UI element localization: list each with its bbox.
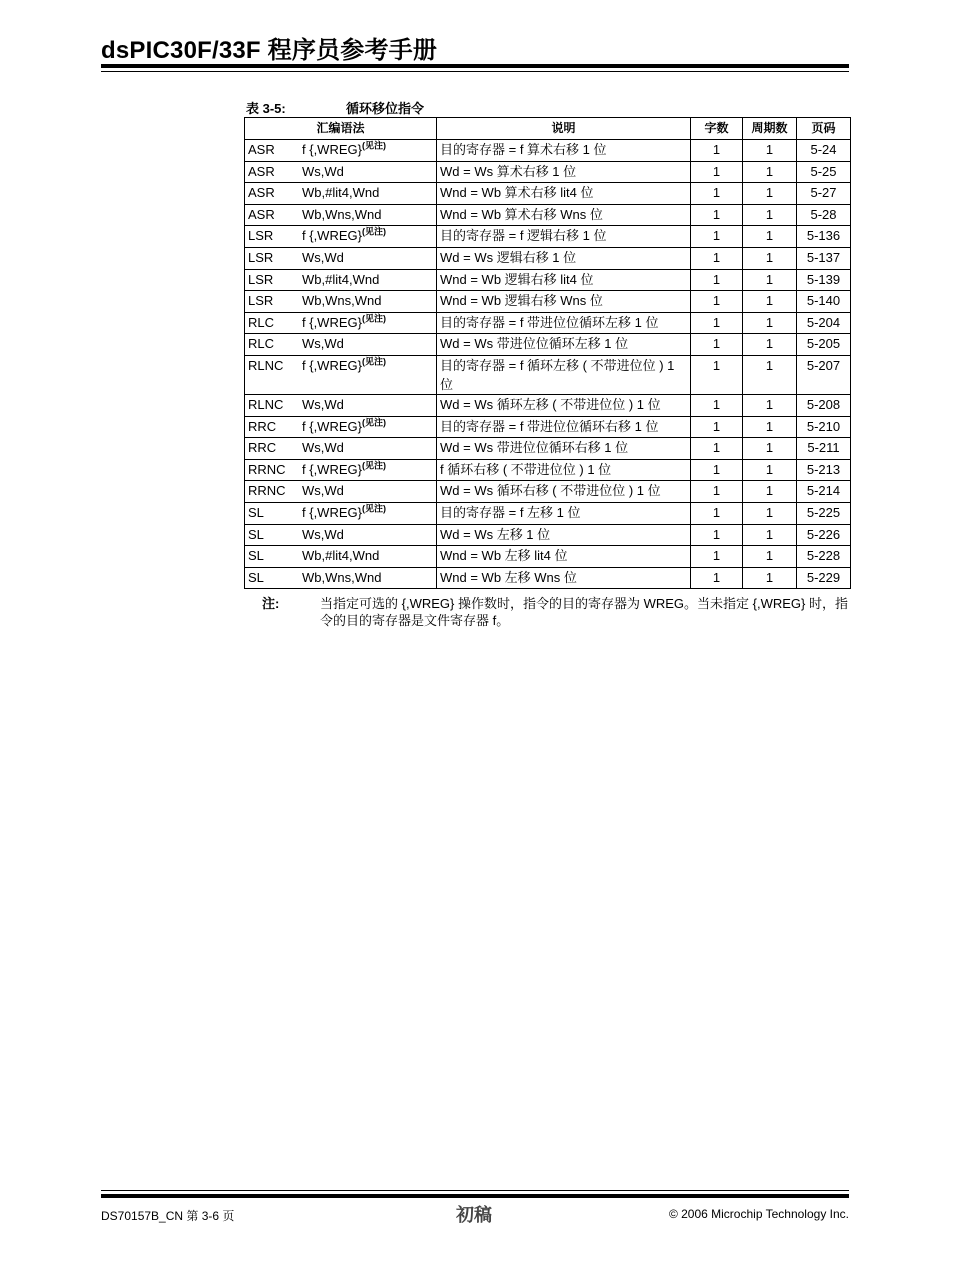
cell-page: 5-205: [797, 334, 851, 356]
operands: f {,WREG}: [302, 461, 362, 477]
operands: Wb,Wns,Wnd: [302, 293, 382, 309]
mnemonic: RRNC: [248, 483, 286, 499]
cell-syntax: [245, 524, 437, 546]
cell-description: Wd = Ws 逻辑右移 1 位: [437, 247, 691, 269]
table-row: [245, 334, 851, 356]
cell-words: 1: [691, 524, 743, 546]
cell-cycles: 1: [743, 355, 797, 394]
table-row: [245, 546, 851, 568]
table-body: [245, 140, 851, 589]
cell-page: 5-214: [797, 481, 851, 503]
mnemonic: RRC: [248, 418, 277, 434]
cell-description: Wd = Ws 循环右移 ( 不带进位位 ) 1 位: [437, 481, 691, 503]
table-number: 表 3-5:: [246, 101, 286, 116]
operands: f {,WREG}: [302, 314, 362, 330]
cell-description: Wnd = Wb 左移 lit4 位: [437, 546, 691, 568]
cell-syntax: [245, 459, 437, 481]
cell-words: 1: [691, 247, 743, 269]
note-label: 注:: [262, 596, 280, 611]
cell-page: 5-211: [797, 438, 851, 460]
table-row: [245, 291, 851, 313]
cell-page: 5-229: [797, 567, 851, 589]
cell-cycles: 1: [743, 502, 797, 524]
cell-cycles: 1: [743, 416, 797, 438]
cell-description: 目的寄存器 = f 带进位位循环左移 1 位: [437, 312, 691, 334]
table-row: [245, 416, 851, 438]
footer-copyright: © 2006 Microchip Technology Inc.: [668, 1207, 849, 1221]
cell-description: f 循环右移 ( 不带进位位 ) 1 位: [437, 459, 691, 481]
cell-cycles: 1: [743, 291, 797, 313]
cell-words: 1: [691, 140, 743, 162]
operands: f {,WREG}: [302, 418, 362, 434]
cell-syntax: [245, 394, 437, 416]
footer-rule-thick: [101, 1194, 849, 1198]
cell-page: 5-139: [797, 269, 851, 291]
cell-description: Wd = Ws 带进位位循环左移 1 位: [437, 334, 691, 356]
note-reference: (见注): [361, 417, 386, 428]
operands: Wb,#lit4,Wnd: [302, 548, 380, 564]
table-row: [245, 394, 851, 416]
mnemonic: LSR: [248, 228, 274, 244]
cell-words: 1: [691, 269, 743, 291]
header-rule-thin: [101, 71, 849, 72]
cell-description: Wd = Ws 循环左移 ( 不带进位位 ) 1 位: [437, 394, 691, 416]
mnemonic: LSR: [248, 271, 274, 287]
operands: Ws,Wd: [302, 249, 344, 265]
cell-description: 目的寄存器 = f 逻辑右移 1 位: [437, 226, 691, 248]
note-reference: (见注): [361, 503, 386, 514]
operands: Ws,Wd: [302, 163, 344, 179]
mnemonic: LSR: [248, 293, 274, 309]
mnemonic: RRC: [248, 440, 277, 456]
cell-page: 5-25: [797, 161, 851, 183]
cell-words: 1: [691, 226, 743, 248]
footer-doc-id: DS70157B_CN 第 3-6 页: [101, 1209, 235, 1223]
cell-syntax: [245, 567, 437, 589]
cell-words: 1: [691, 546, 743, 568]
table-row: [245, 161, 851, 183]
cell-syntax: [245, 291, 437, 313]
table-row: [245, 438, 851, 460]
cell-syntax: [245, 438, 437, 460]
cell-syntax: [245, 161, 437, 183]
table-row: [245, 312, 851, 334]
cell-cycles: 1: [743, 394, 797, 416]
cell-words: 1: [691, 312, 743, 334]
operands: Wb,#lit4,Wnd: [302, 271, 380, 287]
cell-cycles: 1: [743, 524, 797, 546]
table-row: [245, 247, 851, 269]
operands: Ws,Wd: [302, 396, 344, 412]
cell-page: 5-225: [797, 502, 851, 524]
note-text: 当指定可选的 {,WREG} 操作数时，指令的目的寄存器为 WREG。当未指定 {,WREG} 时，指令的目的寄存器是文件寄存器 f。: [320, 596, 848, 628]
operands: Ws,Wd: [302, 526, 344, 542]
mnemonic: ASR: [248, 206, 275, 222]
cell-words: 1: [691, 481, 743, 503]
note-reference: (见注): [361, 140, 386, 151]
operands: Ws,Wd: [302, 483, 344, 499]
table-row: [245, 183, 851, 205]
table-row: [245, 355, 851, 394]
cell-syntax: [245, 355, 437, 394]
mnemonic: ASR: [248, 142, 275, 157]
cell-page: 5-140: [797, 291, 851, 313]
mnemonic: RLC: [248, 336, 275, 352]
cell-cycles: 1: [743, 546, 797, 568]
cell-syntax: [245, 481, 437, 503]
cell-description: Wnd = Wb 算术右移 lit4 位: [437, 183, 691, 205]
mnemonic: RLC: [248, 314, 275, 330]
page-title: dsPIC30F/33F 程序员参考手册: [101, 37, 438, 64]
header-rule-thick: [101, 64, 849, 68]
table-row: [245, 459, 851, 481]
cell-page: 5-208: [797, 394, 851, 416]
col-header-syntax: 汇编语法: [245, 118, 437, 140]
col-header-cycles: 周期数: [743, 118, 797, 140]
operands: Wb,Wns,Wnd: [302, 569, 382, 585]
cell-page: 5-28: [797, 204, 851, 226]
table-row: [245, 567, 851, 589]
cell-cycles: 1: [743, 438, 797, 460]
cell-page: 5-228: [797, 546, 851, 568]
cell-description: Wnd = Wb 逻辑右移 Wns 位: [437, 291, 691, 313]
cell-words: 1: [691, 355, 743, 394]
cell-syntax: [245, 183, 437, 205]
col-header-page: 页码: [797, 118, 851, 140]
cell-words: 1: [691, 438, 743, 460]
cell-description: Wd = Ws 算术右移 1 位: [437, 161, 691, 183]
operands: f {,WREG}: [302, 142, 362, 157]
cell-words: 1: [691, 291, 743, 313]
table-row: [245, 481, 851, 503]
cell-cycles: 1: [743, 481, 797, 503]
cell-words: 1: [691, 394, 743, 416]
cell-cycles: 1: [743, 247, 797, 269]
cell-words: 1: [691, 161, 743, 183]
cell-page: 5-207: [797, 355, 851, 394]
cell-description: Wnd = Wb 左移 Wns 位: [437, 567, 691, 589]
mnemonic: LSR: [248, 249, 274, 265]
instruction-table: [244, 117, 851, 589]
operands: f {,WREG}: [302, 228, 362, 244]
operands: Wb,Wns,Wnd: [302, 206, 382, 222]
cell-page: 5-204: [797, 312, 851, 334]
footer-rule-thin: [101, 1190, 849, 1191]
table-caption: [246, 98, 425, 117]
mnemonic: SL: [248, 526, 264, 542]
table-header-row: [245, 118, 851, 140]
cell-syntax: [245, 334, 437, 356]
note-reference: (见注): [361, 313, 386, 324]
cell-cycles: 1: [743, 269, 797, 291]
mnemonic: ASR: [248, 185, 275, 201]
cell-page: 5-137: [797, 247, 851, 269]
cell-syntax: [245, 226, 437, 248]
cell-syntax: [245, 247, 437, 269]
cell-page: 5-24: [797, 140, 851, 162]
cell-syntax: [245, 312, 437, 334]
table-row: [245, 226, 851, 248]
cell-syntax: [245, 204, 437, 226]
mnemonic: ASR: [248, 163, 275, 179]
col-header-words: 字数: [691, 118, 743, 140]
table-row: [245, 269, 851, 291]
cell-words: 1: [691, 502, 743, 524]
cell-page: 5-210: [797, 416, 851, 438]
cell-page: 5-226: [797, 524, 851, 546]
operands: Ws,Wd: [302, 440, 344, 456]
cell-description: 目的寄存器 = f 带进位位循环右移 1 位: [437, 416, 691, 438]
cell-page: 5-213: [797, 459, 851, 481]
mnemonic: SL: [248, 504, 264, 520]
cell-cycles: 1: [743, 312, 797, 334]
mnemonic: RLNC: [248, 357, 284, 373]
cell-words: 1: [691, 416, 743, 438]
cell-page: 5-136: [797, 226, 851, 248]
cell-words: 1: [691, 204, 743, 226]
cell-cycles: 1: [743, 226, 797, 248]
cell-page: 5-27: [797, 183, 851, 205]
mnemonic: RLNC: [248, 396, 284, 412]
note-reference: (见注): [361, 227, 386, 238]
table-row: [245, 204, 851, 226]
cell-cycles: 1: [743, 183, 797, 205]
cell-cycles: 1: [743, 459, 797, 481]
cell-description: Wd = Ws 带进位位循环右移 1 位: [437, 438, 691, 460]
note-reference: (见注): [361, 356, 386, 367]
cell-cycles: 1: [743, 204, 797, 226]
table-row: [245, 140, 851, 162]
cell-description: 目的寄存器 = f 算术右移 1 位: [437, 140, 691, 162]
operands: f {,WREG}: [302, 504, 362, 520]
operands: Wb,#lit4,Wnd: [302, 185, 380, 201]
cell-syntax: [245, 140, 437, 162]
cell-description: Wnd = Wb 逻辑右移 lit4 位: [437, 269, 691, 291]
cell-description: Wd = Ws 左移 1 位: [437, 524, 691, 546]
cell-syntax: [245, 502, 437, 524]
cell-cycles: 1: [743, 161, 797, 183]
mnemonic: RRNC: [248, 461, 286, 477]
operands: f {,WREG}: [302, 357, 362, 373]
cell-description: 目的寄存器 = f 左移 1 位: [437, 502, 691, 524]
cell-syntax: [245, 416, 437, 438]
table-row: [245, 524, 851, 546]
table-row: [245, 502, 851, 524]
cell-cycles: 1: [743, 334, 797, 356]
cell-description: 目的寄存器 = f 循环左移 ( 不带进位位 ) 1 位: [437, 355, 691, 394]
note-reference: (见注): [361, 460, 386, 471]
cell-cycles: 1: [743, 140, 797, 162]
mnemonic: SL: [248, 548, 264, 564]
footer-draft-label: 初稿: [456, 1205, 492, 1225]
col-header-description: 说明: [437, 118, 691, 140]
cell-cycles: 1: [743, 567, 797, 589]
cell-words: 1: [691, 334, 743, 356]
cell-description: Wnd = Wb 算术右移 Wns 位: [437, 204, 691, 226]
operands: Ws,Wd: [302, 336, 344, 352]
cell-words: 1: [691, 567, 743, 589]
cell-words: 1: [691, 183, 743, 205]
table-title: 循环移位指令: [346, 101, 425, 116]
mnemonic: SL: [248, 569, 264, 585]
cell-syntax: [245, 546, 437, 568]
cell-words: 1: [691, 459, 743, 481]
cell-syntax: [245, 269, 437, 291]
